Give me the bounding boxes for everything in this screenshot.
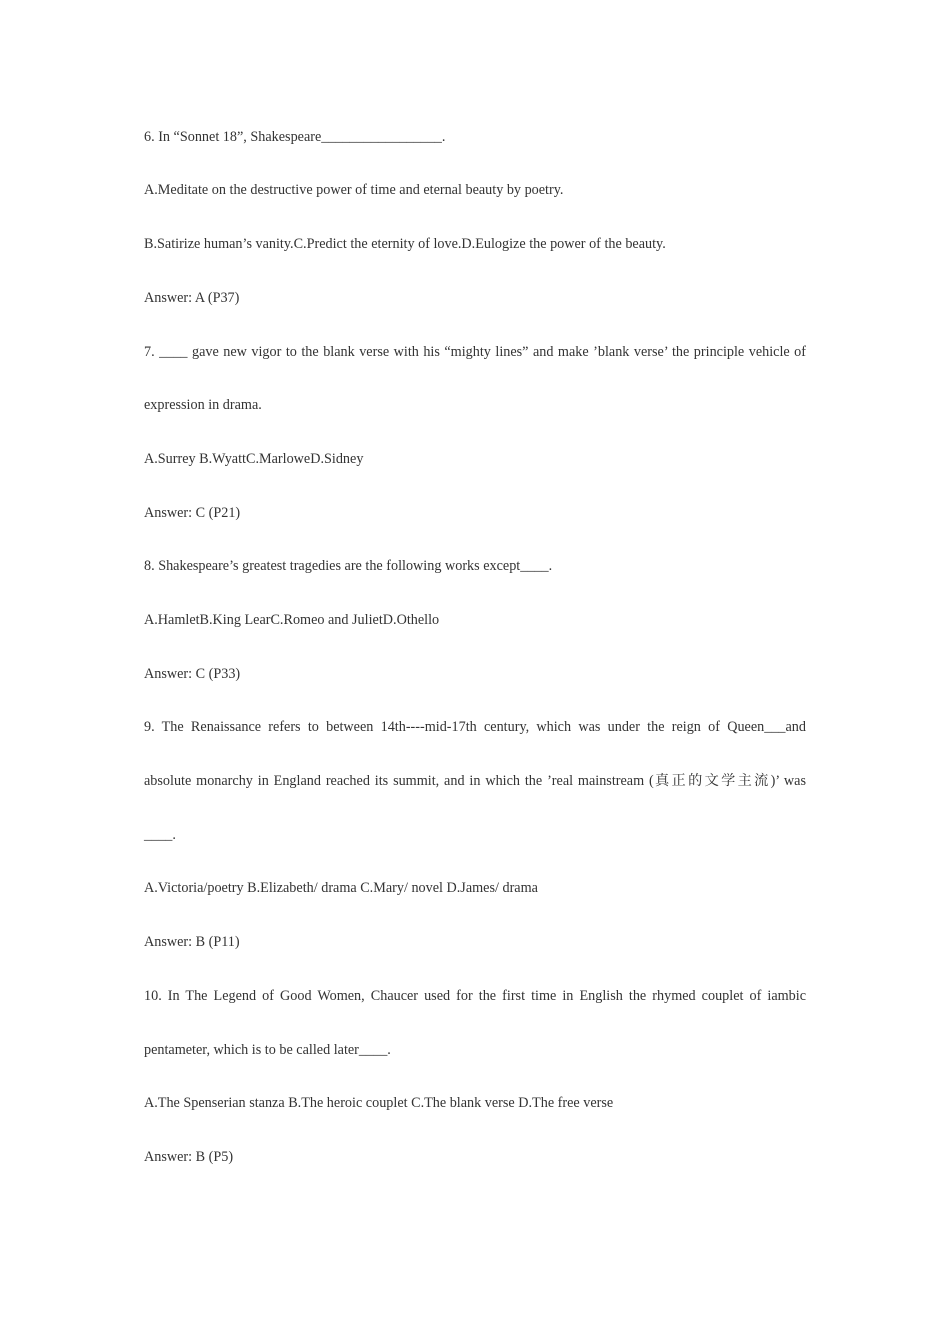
question-10-stem-line-2: pentameter, which is to be called later____. [144, 1042, 391, 1058]
question-9-answer: Answer: B (P11) [144, 934, 240, 950]
question-6-option-a: A.Meditate on the destructive power of time and eternal beauty by poetry. [144, 182, 564, 198]
question-8-options: A.HamletB.King LearC.Romeo and JulietD.Othello [144, 612, 440, 628]
question-8-answer: Answer: C (P33) [144, 666, 241, 682]
question-9-stem-line-2 [144, 771, 806, 791]
question-9-stem-line-3: ____. [144, 827, 176, 843]
question-7-answer: Answer: C (P21) [144, 505, 241, 521]
question-8-stem: 8. Shakespeare’s greatest tragedies are the following works except____. [144, 558, 553, 574]
question-9-stem-line-2-end: )’ was [770, 773, 806, 789]
question-10-stem-line-1: 10. In The Legend of Good Women, Chaucer used for the first time in English the rhymed couplet of iambic [144, 988, 806, 1004]
question-9-stem-line-2-start: absolute monarchy in England reached its summit, and in which the ’real mainstream ( [144, 773, 654, 789]
question-7-stem-line-2: expression in drama. [144, 397, 262, 413]
question-6-stem: 6. In “Sonnet 18”, Shakespeare_________________. [144, 129, 446, 145]
question-7-options: A.Surrey B.WyattC.MarloweD.Sidney [144, 451, 364, 467]
question-10-answer: Answer: B (P5) [144, 1149, 234, 1165]
question-9-stem-line-1: 9. The Renaissance refers to between 14th----mid-17th century, which was under the reign of Queen___and [144, 719, 806, 735]
question-9-cjk-phrase: 真正的文学主流 [653, 773, 771, 789]
question-10-options: A.The Spenserian stanza B.The heroic couplet C.The blank verse D.The free verse [144, 1095, 614, 1111]
question-6-options-bcd: B.Satirize human’s vanity.C.Predict the eternity of love.D.Eulogize the power of the beauty. [144, 236, 666, 252]
question-9-options: A.Victoria/poetry B.Elizabeth/ drama C.Mary/ novel D.James/ drama [144, 880, 538, 896]
question-6-answer: Answer: A (P37) [144, 290, 240, 306]
question-7-stem-line-1: 7. ____ gave new vigor to the blank verse with his “mighty lines” and make ’blank verse’ the principle vehicle of [144, 344, 806, 360]
